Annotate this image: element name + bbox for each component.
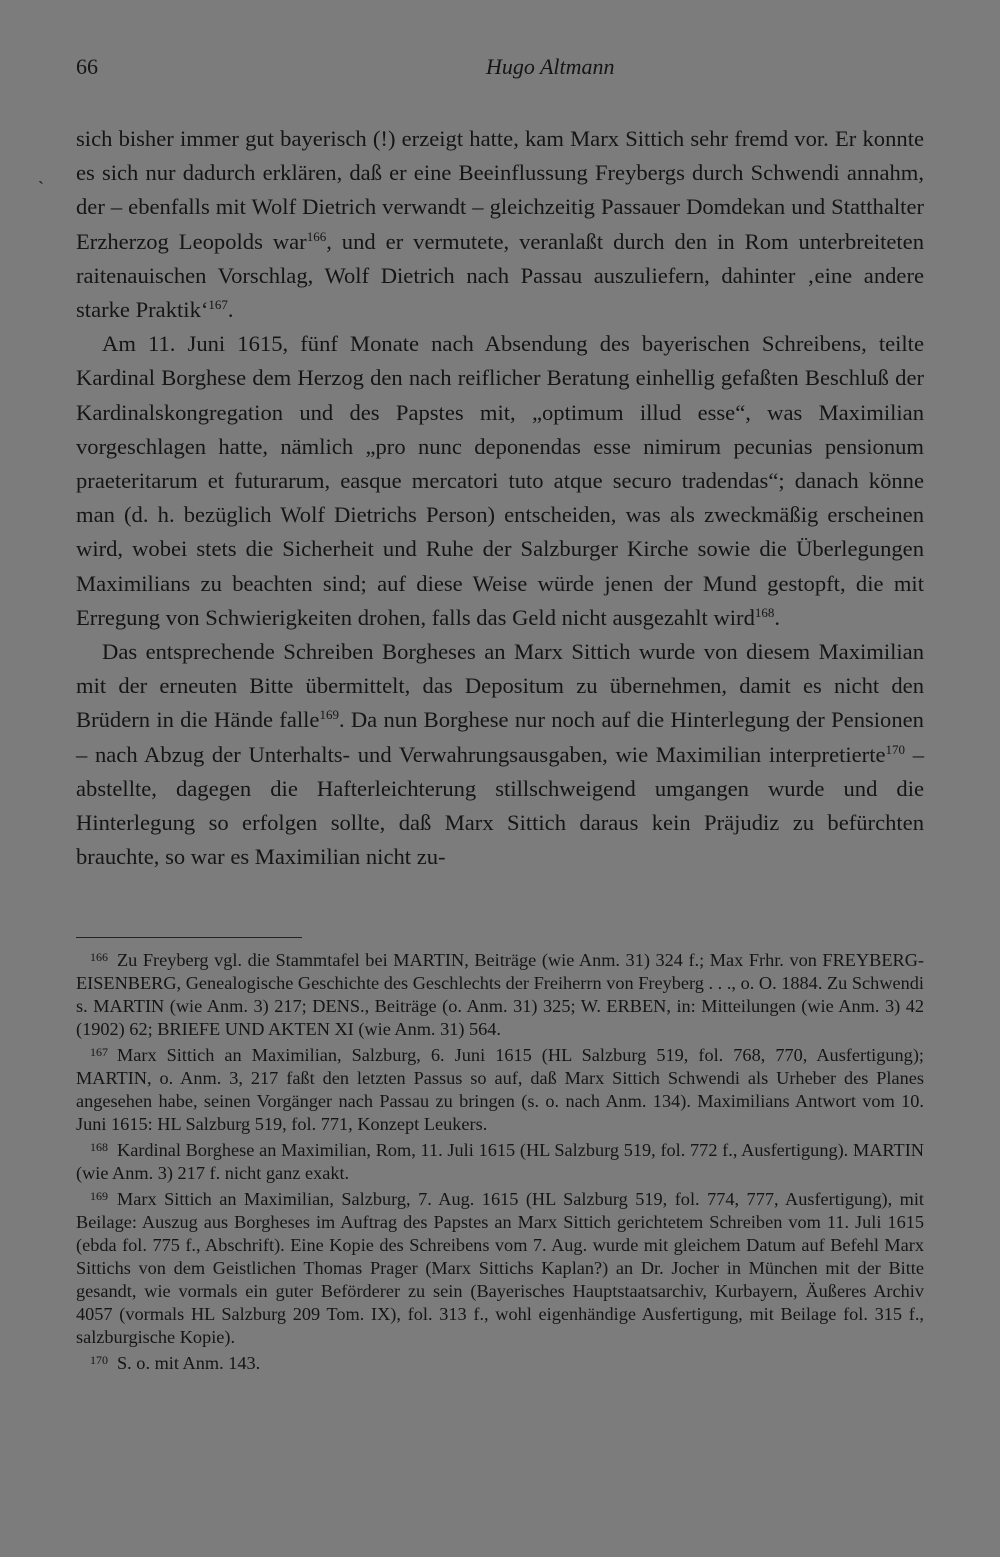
text-run: Am 11. Juni 1615, fünf Monate nach Absendung des bayerischen Schreibens, teilte Kardinal Borghese dem Herzog den nach reiflicher Beratung einhellig gefaßten Beschluß der Kardinalskongregation und des Papstes mit, „optimum illud esse“, was Maximilian vorgeschlagen hatte, nämlich „pro nunc deponendas esse nimirum pecunias pensionum praeteritarum et futurarum, easque mercatori tuto atque securo tradendas“; danach könne man (d. h. bezüglich Wolf Dietrichs Person) entscheiden, was als zweckmäßig erscheinen wird, wobei stets die Sicherheit und Ruhe der Salzburger Kirche sowie die Überlegungen Maximilians zu beachten sind; auf diese Weise würde jenen der Mund gestopft, die mit Erregung von Schwierigkeiten drohen, falls das Geld nicht ausgezahlt wird	[76, 331, 924, 630]
footnote-text: Marx Sittich an Maximilian, Salzburg, 7. Aug. 1615 (HL Salzburg 519, fol. 774, 777, Ausfertigung), mit Beilage: Auszug aus Borgheses im Auftrag des Papstes an Marx Sittich gerichtetem Schreiben vom 11. Juli 1615 (ebda fol. 775 f., Abschrift). Eine Kopie des Schreibens vom 7. Aug. wurde mit gleichem Datum auf Befehl Marx Sittichs von dem Geistlichen Thomas Prager (Marx Sittichs Kaplan?) an Dr. Jocher in München mit der Bitte gesandt, wie vormals ein guter Beförderer zu sein (Bayerisches Hauptstaatsarchiv, Kurbayern, Äußeres Archiv 4057 (vormals HL Salzburg 209 Tom. IX), fol. 313 f., wohl eigenhändige Ausfertigung, mit Beilage fol. 315 f., salzburgische Kopie).	[76, 1189, 924, 1347]
footnote-text: Marx Sittich an Maximilian, Salzburg, 6. Juni 1615 (HL Salzburg 519, fol. 768, 770, Ausfertigung); MARTIN, o. Anm. 3, 217 faßt den letzten Passus so auf, daß Marx Sittich Schwendi als Urheber des Planes angesehen habe, seinen Vorgänger nach Passau zu bringen (s. o. nach Anm. 134). Maximilians Antwort vom 10. Juni 1615: HL Salzburg 519, fol. 771, Konzept Leukers.	[76, 1045, 924, 1134]
footnote-number: 167	[90, 1045, 108, 1059]
margin-mark: ˎ	[38, 164, 44, 184]
text-run: . Da nun Borghese nur noch auf die Hinterlegung der Pensionen – nach Abzug der Unterhalts- und Verwahrungsausgaben, wie Maximilian interpretierte	[76, 707, 924, 767]
footnote-ref: 166	[306, 228, 327, 244]
paragraph	[76, 635, 924, 874]
page-number: 66	[76, 54, 98, 79]
footnote-number: 169	[90, 1189, 108, 1203]
footnote	[76, 1041, 924, 1136]
paragraph	[76, 327, 924, 635]
paragraph	[76, 122, 924, 327]
footnote-number: 168	[90, 1140, 108, 1154]
footnote-text: Zu Freyberg vgl. die Stammtafel bei MARTIN, Beiträge (wie Anm. 31) 324 f.; Max Frhr. von FREYBERG-EISENBERG, Genealogische Geschichte des Geschlechts der Freiherrn von Freyberg . . ., o. O. 1884. Zu Schwendi s. MARTIN (wie Anm. 3) 217; DENS., Beiträge (o. Anm. 31) 325; W. ERBEN, in: Mitteilungen (wie Anm. 3) 42 (1902) 62; BRIEFE UND AKTEN XI (wie Anm. 31) 564.	[76, 950, 924, 1039]
footnote-text: S. o. mit Anm. 143.	[117, 1353, 261, 1373]
text-run: .	[774, 604, 781, 630]
footnote	[76, 1185, 924, 1349]
footnote	[76, 1349, 924, 1375]
body-text	[76, 122, 924, 874]
footnote-ref: 170	[885, 741, 906, 757]
footnotes	[76, 946, 924, 1375]
footnote	[76, 946, 924, 1041]
page-header	[76, 48, 924, 88]
footnote-number: 170	[90, 1353, 108, 1367]
footnote-ref: 169	[319, 707, 339, 723]
footnote-text: Kardinal Borghese an Maximilian, Rom, 11. Juli 1615 (HL Salzburg 519, fol. 772 f., Ausfertigung). MARTIN (wie Anm. 3) 217 f. nicht ganz exakt.	[76, 1140, 924, 1183]
text-run: sich bisher immer gut bayerisch (!) erzeigt hatte, kam Marx Sittich sehr fremd vor. Er konnte es sich nur dadurch erklären, daß er eine Beeinflussung Freybergs durch Schwendi annahm, der – ebenfalls mit Wolf Dietrich verwandt – gleichzeitig Passauer Domdekan und Statthalter Erzherzog Leopolds war	[76, 126, 924, 254]
text-run: , und er vermutete, veranlaßt durch den in Rom unterbreiteten raitenauischen Vorschlag, Wolf Dietrich nach Passau auszuliefern, dahinter ‚eine andere starke Praktik‘	[76, 228, 924, 323]
footnote-ref: 168	[754, 604, 775, 620]
footnote	[76, 1136, 924, 1185]
text-run: .	[227, 297, 234, 323]
footnote-ref: 167	[208, 297, 228, 313]
running-head: Hugo Altmann	[486, 54, 615, 79]
text-run: – abstellte, dagegen die Hafterleichterung stillschweigend umgangen wurde und die Hinterlegung so erfolgen sollte, daß Marx Sittich daraus kein Präjudiz zu befürchten brauchte, so war es Maximilian nicht zu-	[76, 741, 924, 870]
text-run: Das entsprechende Schreiben Borgheses an Marx Sittich wurde von diesem Maximilian mit der erneuten Bitte übermittelt, das Depositum zu übernehmen, damit es nicht den Brüdern in die Hände falle	[76, 639, 924, 733]
footnote-number: 166	[90, 950, 108, 964]
footnote-separator	[76, 937, 302, 938]
